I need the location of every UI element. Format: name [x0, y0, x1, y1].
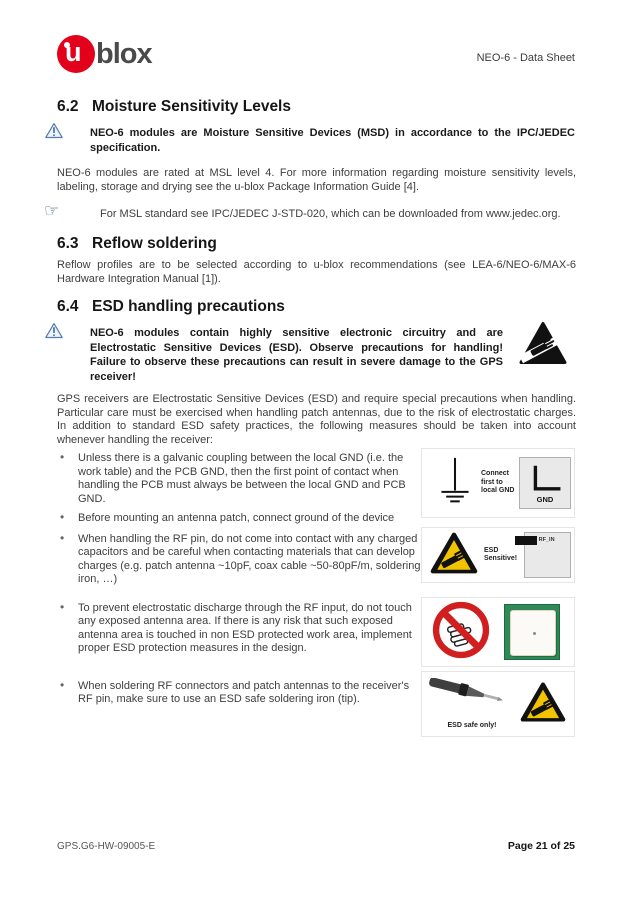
section-heading-6-2: [57, 98, 291, 116]
gnd-box-image: [519, 457, 571, 509]
section-heading-6-3: [57, 235, 217, 253]
ublox-logo-text: blox: [96, 37, 152, 70]
figure-no-touch-antenna: [421, 597, 575, 667]
paragraph-reflow: Reflow profiles are to be selected according to u-blox recommendations (see LEA-6/NEO-6/MAX-6 Hardware Integration Manual [1]).: [57, 259, 576, 285]
patch-antenna-element: [510, 610, 556, 656]
warning-text-esd: NEO-6 modules contain highly sensitive electronic circuitry and are Electrostatic Sensitive Devices (ESD). Observe precautions for handling! Failure to observe these precautions can result in severe damage to the GPS receiver!: [90, 327, 503, 383]
list-item-text: To prevent electrostatic discharge through the RF input, do not touch any exposed antenna area. If there is any risk that such exposed antenna area is touched in non ESD protected work area, implement proper ESD protection measures in the design.: [78, 601, 412, 654]
esd-susceptibility-icon: [518, 315, 568, 376]
figure-esd-sensitive: [421, 527, 575, 583]
list-item: [57, 680, 421, 707]
ublox-logo: [57, 35, 152, 73]
paragraph-esd-intro: GPS receivers are Electrostatic Sensitive Devices (ESD) and require special precautions when handling. Particular care must be exercised when handling patch antennas, due to the risk of electrostatic charges. In addition to standard ESD safety practices, the following measures should be taken into account whenever handling the receiver:: [57, 393, 576, 446]
note-pointing-hand-icon: ☞: [44, 201, 60, 220]
footer-page-number: Page 21 of 25: [507, 840, 575, 852]
soldering-iron-icon: [426, 678, 518, 721]
list-item: [57, 512, 421, 526]
gnd-label: GND: [536, 495, 554, 504]
note-text-msl: For MSL standard see IPC/JEDEC J-STD-020, which can be downloaded from www.jedec.org.: [100, 208, 561, 220]
list-item: [57, 533, 421, 587]
list-item-text: Before mounting an antenna patch, connect ground of the device: [78, 512, 395, 524]
list-item-text: When soldering RF connectors and patch antennas to the receiver's RF pin, make sure to use an ESD safe soldering iron (tip).: [78, 679, 410, 705]
rf-pin-tab: [515, 536, 537, 545]
rf-in-label: RF_IN: [538, 537, 555, 543]
ground-symbol-icon: [436, 453, 474, 514]
paragraph-msl: NEO-6 modules are rated at MSL level 4. For more information regarding moisture sensitivity levels, labeling, storage and drying see the u-blox Package Information Guide [4].: [57, 167, 576, 193]
figure-caption: ESD Sensitive!: [484, 546, 518, 562]
section-number: 6.4: [57, 298, 79, 315]
doc-title: NEO-6 - Data Sheet: [476, 52, 575, 64]
figure-caption: Connect first to local GND: [481, 470, 515, 495]
warning-icon: [45, 322, 63, 344]
list-item: [57, 452, 421, 506]
section-title: Reflow soldering: [92, 235, 217, 252]
footer-doc-id: GPS.G6-HW-09005-E: [57, 841, 156, 852]
ublox-logo-u: u: [65, 37, 82, 67]
warning-text-msd: NEO-6 modules are Moisture Sensitive Devices (MSD) in accordance to the IPC/JEDEC specification.: [90, 127, 575, 154]
list-item-text: When handling the RF pin, do not come into contact with any charged capacitors and be careful when contacting materials that can develop charges (e.g. patch antenna ~10pF, coax cable ~50-80pF/m, soldering iron, …): [78, 532, 421, 585]
ublox-logo-circle: [57, 35, 95, 73]
no-touch-prohibition-icon: [432, 601, 490, 664]
section-title: ESD handling precautions: [92, 298, 285, 315]
esd-warning-triangle-icon: [520, 681, 566, 728]
figure-caption: ESD safe only!: [447, 721, 497, 729]
patch-antenna-image: [504, 604, 560, 660]
section-heading-6-4: [57, 298, 285, 316]
figure-esd-safe-iron: [421, 671, 575, 737]
patch-antenna-pin: [533, 632, 536, 635]
esd-precaution-list: [57, 452, 421, 707]
section-number: 6.3: [57, 235, 79, 252]
list-item-text: Unless there is a galvanic coupling between the local GND (i.e. the work table) and the PCB GND, then the first point of contact when handling the PCB must always be between the local GND and PCB GND.: [78, 452, 406, 505]
list-item: [57, 602, 421, 656]
esd-warning-triangle-icon: [430, 531, 478, 580]
rf-in-box-image: [524, 532, 571, 578]
figure-connect-gnd: [421, 448, 575, 518]
section-title: Moisture Sensitivity Levels: [92, 98, 291, 115]
section-number: 6.2: [57, 98, 79, 115]
warning-icon: [45, 122, 63, 144]
